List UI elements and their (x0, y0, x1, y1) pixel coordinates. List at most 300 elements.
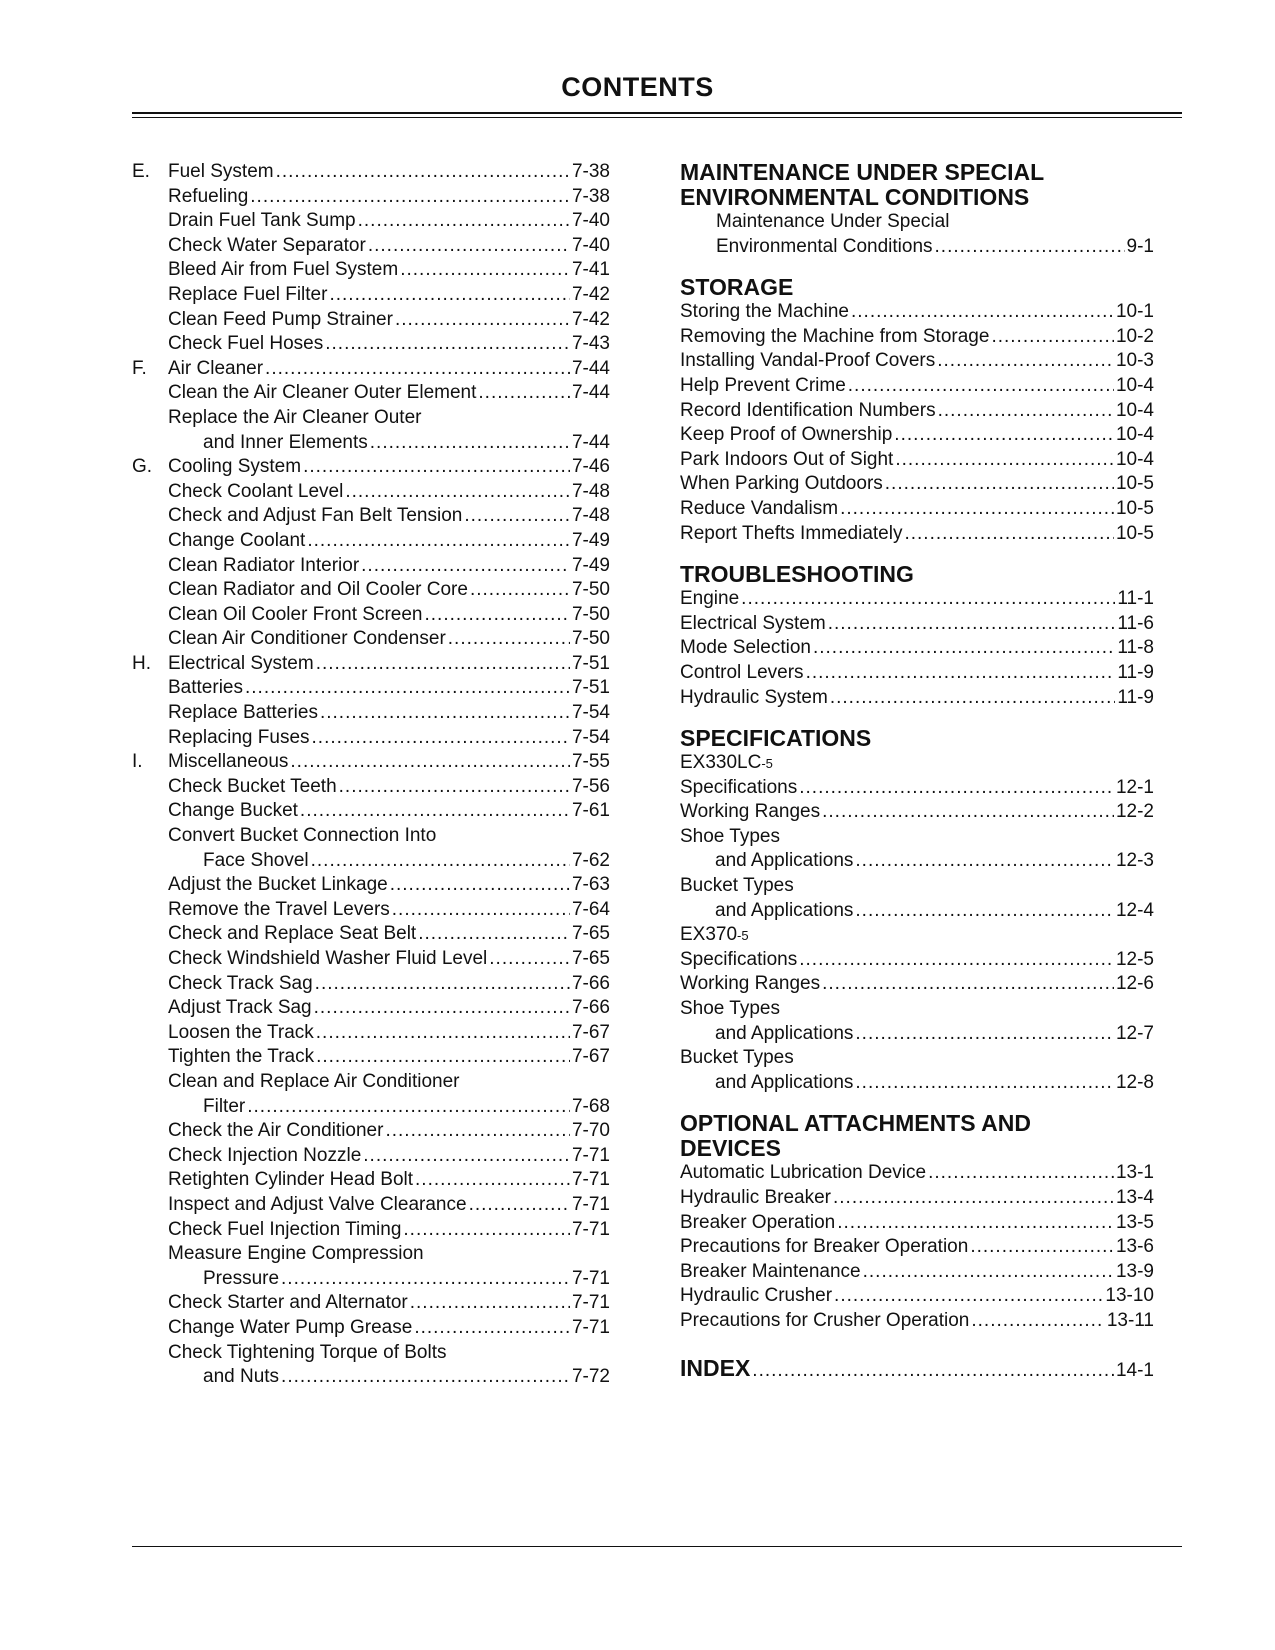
toc-entry[interactable] (680, 423, 1154, 448)
toc-page-number: 14-1 (1115, 1359, 1154, 1381)
leader-dots (855, 1071, 1114, 1096)
leader-dots (752, 1357, 1114, 1385)
leader-dots (806, 661, 1116, 686)
toc-entry[interactable] (132, 431, 610, 456)
leader-dots (822, 972, 1114, 997)
toc-page-number: 7-71 (571, 1169, 610, 1191)
toc-entry[interactable] (680, 972, 1154, 997)
toc-entry-text: Park Indoors Out of Sight (680, 448, 894, 470)
leader-dots (834, 1284, 1103, 1309)
leader-dots (855, 899, 1114, 924)
toc-entry[interactable] (680, 1161, 1154, 1186)
section-heading: OPTIONAL ATTACHMENTS AND (680, 1110, 1031, 1137)
toc-entry-text: Convert Bucket Connection Into (168, 825, 437, 847)
leader-dots (813, 636, 1115, 661)
toc-entry[interactable] (132, 332, 610, 357)
toc-page-number: 7-67 (571, 1021, 610, 1043)
toc-page-number: 7-42 (571, 283, 610, 305)
toc-entry-text: Check Bucket Teeth (168, 775, 337, 797)
leader-dots (855, 1022, 1114, 1047)
toc-entry[interactable] (132, 898, 610, 923)
toc-entry[interactable] (680, 1260, 1154, 1285)
leader-dots (928, 1161, 1114, 1186)
toc-entry-text: Check Injection Nozzle (168, 1144, 362, 1166)
leader-dots (361, 554, 570, 579)
toc-entry-text: Refueling (168, 185, 249, 207)
leader-dots (464, 504, 570, 529)
section-optional (680, 1111, 1154, 1333)
toc-entry[interactable] (132, 258, 610, 283)
toc-page-number: 11-6 (1117, 612, 1154, 634)
toc-entry-text: Breaker Operation (680, 1211, 836, 1233)
leader-dots (400, 258, 570, 283)
leader-dots (320, 701, 570, 726)
model-suffix: -5 (761, 756, 773, 772)
section-letter: H. (132, 652, 151, 674)
leader-dots (329, 283, 570, 308)
toc-entry[interactable] (132, 603, 610, 628)
toc-entry[interactable] (680, 899, 1154, 924)
toc-entry[interactable] (680, 1309, 1154, 1334)
toc-page-number: 13-10 (1105, 1285, 1154, 1307)
toc-entry[interactable] (132, 775, 610, 800)
leader-dots (991, 325, 1114, 350)
leader-dots (885, 472, 1114, 497)
toc-entry[interactable] (132, 1218, 610, 1243)
toc-page-number: 13-4 (1115, 1187, 1154, 1208)
leader-dots (315, 972, 570, 997)
toc-entry-text: Installing Vandal-Proof Covers (680, 350, 936, 372)
toc-entry[interactable] (680, 325, 1154, 350)
toc-entry[interactable] (680, 849, 1154, 874)
toc-entry[interactable] (680, 1235, 1154, 1260)
toc-page-number: 7-51 (571, 652, 610, 674)
toc-entry-text: Measure Engine Compression (168, 1243, 424, 1265)
toc-entry[interactable] (132, 1316, 610, 1341)
toc-entry[interactable] (680, 1284, 1154, 1309)
toc-entry-text: Keep Proof of Ownership (680, 424, 893, 446)
toc-page-number: 7-49 (571, 529, 610, 551)
toc-entry[interactable] (680, 825, 1154, 850)
leader-dots (828, 612, 1116, 637)
toc-page-number: 12-5 (1115, 948, 1154, 970)
toc-entry-text: Check Water Separator (168, 234, 366, 256)
toc-entry[interactable] (132, 1070, 610, 1095)
toc-page-number: 10-5 (1115, 497, 1154, 519)
toc-entry-text: and Inner Elements (203, 431, 368, 453)
toc-entry[interactable] (680, 587, 1154, 612)
toc-entry-text: Precautions for Crusher Operation (680, 1309, 970, 1331)
page-title: CONTENTS (561, 72, 714, 102)
leader-dots (822, 800, 1114, 825)
toc-entry[interactable] (680, 1186, 1154, 1211)
toc-entry-text: Remove the Travel Levers (168, 898, 390, 920)
toc-entry-text: and Applications (715, 850, 854, 872)
toc-entry-text: Filter (203, 1095, 246, 1117)
toc-entry-text: Breaker Maintenance (680, 1260, 861, 1282)
toc-page-number: 7-48 (571, 480, 610, 502)
toc-page-number: 7-70 (571, 1120, 610, 1142)
toc-entry[interactable] (680, 235, 1154, 260)
toc-entry[interactable] (132, 996, 610, 1021)
toc-page-number: 7-56 (571, 775, 610, 797)
toc-entry[interactable] (132, 726, 610, 751)
toc-entry-text: Precautions for Breaker Operation (680, 1236, 969, 1258)
toc-entry-text: Clean Radiator and Oil Cooler Core (168, 579, 468, 601)
toc-entry[interactable] (132, 357, 610, 382)
top-rule (132, 112, 1182, 114)
toc-page-number: 12-3 (1115, 850, 1154, 872)
toc-page-number: 12-8 (1115, 1071, 1154, 1093)
toc-page-number: 13-5 (1115, 1211, 1154, 1233)
toc-entry[interactable] (680, 1211, 1154, 1236)
toc-entry-index[interactable] (680, 1354, 1154, 1385)
toc-entry[interactable] (132, 972, 610, 997)
leader-dots (300, 799, 570, 824)
toc-entry-text: Fuel System (168, 161, 274, 182)
toc-page-number: 11-9 (1117, 686, 1154, 708)
right-column (680, 160, 1154, 1385)
toc-page-number: 10-4 (1115, 448, 1154, 470)
toc-entry-text: and Applications (715, 899, 854, 921)
toc-page-number: 7-38 (571, 185, 610, 207)
leader-dots (250, 185, 570, 210)
toc-entry[interactable] (132, 799, 610, 824)
toc-entry-text: Mode Selection (680, 637, 811, 659)
toc-entry-text: Clean Air Conditioner Condenser (168, 628, 446, 650)
toc-entry-text: Electrical System (680, 612, 826, 634)
section-specifications (680, 726, 1154, 1095)
toc-page-number: 12-7 (1115, 1022, 1154, 1044)
model-name: EX370 (680, 924, 738, 946)
leader-dots (855, 849, 1114, 874)
toc-entry-text: Shoe Types (680, 998, 781, 1020)
section-letter: I. (132, 751, 143, 773)
toc-entry[interactable] (680, 210, 1154, 235)
toc-page-number: 12-2 (1115, 801, 1154, 823)
toc-entry[interactable] (132, 1291, 610, 1316)
toc-entry-text: Loosen the Track (168, 1021, 314, 1043)
toc-entry[interactable] (132, 1119, 610, 1144)
leader-dots (316, 652, 570, 677)
leader-dots (395, 308, 570, 333)
toc-entry[interactable] (680, 448, 1154, 473)
model-label (680, 923, 1154, 948)
toc-page-number: 10-3 (1115, 350, 1154, 372)
toc-entry[interactable] (132, 1045, 610, 1070)
toc-page-number: 10-4 (1115, 424, 1154, 446)
leader-dots (311, 849, 570, 874)
toc-entry[interactable] (132, 1193, 610, 1218)
toc-entry-text: Check Fuel Hoses (168, 333, 324, 355)
toc-entry[interactable] (132, 185, 610, 210)
toc-entry[interactable] (680, 686, 1154, 711)
toc-entry[interactable] (680, 636, 1154, 661)
leader-dots (799, 776, 1114, 801)
section-storage (680, 275, 1154, 546)
leader-dots (281, 1365, 570, 1390)
section-heading: TROUBLESHOOTING (680, 561, 914, 588)
leader-dots (303, 455, 570, 480)
toc-entry-text: Adjust Track Sag (168, 997, 312, 1019)
toc-entry[interactable] (132, 824, 610, 849)
toc-page-number: 7-51 (571, 677, 610, 699)
toc-entry[interactable] (680, 522, 1154, 547)
toc-page-number: 10-4 (1115, 399, 1154, 421)
toc-entry[interactable] (132, 1365, 610, 1390)
toc-entry-text: Clean Oil Cooler Front Screen (168, 603, 423, 625)
leader-dots (830, 686, 1116, 711)
toc-entry-text: Replacing Fuses (168, 726, 310, 748)
toc-page-number: 13-11 (1106, 1309, 1154, 1331)
toc-entry-text: Check Starter and Alternator (168, 1292, 408, 1314)
toc-page-number: 7-71 (571, 1292, 610, 1314)
section-letter: G. (132, 456, 153, 478)
toc-entry-text: Storing the Machine (680, 301, 849, 323)
toc-entry-text: Clean the Air Cleaner Outer Element (168, 382, 477, 404)
toc-entry-text: Help Prevent Crime (680, 374, 846, 396)
toc-page-number: 7-40 (571, 234, 610, 256)
toc-page-number: 11-1 (1117, 588, 1154, 610)
toc-entry-text: Check Coolant Level (168, 480, 344, 502)
toc-entry-text: Maintenance Under Special (716, 211, 950, 232)
toc-entry[interactable] (132, 652, 610, 677)
toc-entry-text: Electrical System (168, 652, 314, 674)
toc-entry[interactable] (132, 1242, 610, 1267)
toc-entry[interactable] (680, 399, 1154, 424)
section-heading: DEVICES (680, 1135, 781, 1162)
toc-page-number: 7-42 (571, 308, 610, 330)
toc-entry-text: Record Identification Numbers (680, 399, 936, 421)
toc-entry[interactable] (132, 529, 610, 554)
leader-dots (325, 332, 570, 357)
leader-dots (425, 603, 570, 628)
toc-page-number: 7-65 (571, 923, 610, 945)
section-heading: MAINTENANCE UNDER SPECIAL (680, 159, 1045, 185)
toc-entry[interactable] (132, 1267, 610, 1292)
leader-dots (247, 1095, 570, 1120)
model-name: EX330LC (680, 752, 762, 774)
toc-page-number: 7-61 (571, 800, 610, 822)
toc-page-number: 13-6 (1115, 1236, 1154, 1258)
toc-entry[interactable] (132, 406, 610, 431)
toc-page-number: 7-71 (571, 1218, 610, 1240)
toc-page-number: 13-1 (1115, 1162, 1154, 1184)
toc-entry[interactable] (132, 1341, 610, 1366)
toc-entry[interactable] (132, 209, 610, 234)
leader-dots (904, 522, 1114, 547)
leader-dots (339, 775, 570, 800)
toc-page-number: 7-50 (571, 579, 610, 601)
toc-entry-text: Check the Air Conditioner (168, 1120, 384, 1142)
toc-page-number: 7-67 (571, 1046, 610, 1068)
leader-dots (392, 898, 570, 923)
leader-dots (840, 497, 1114, 522)
leader-dots (281, 1267, 570, 1292)
toc-page-number: 12-4 (1115, 899, 1154, 921)
leader-dots (937, 349, 1114, 374)
leader-dots (410, 1291, 570, 1316)
toc-page-number: 10-5 (1115, 473, 1154, 495)
leader-dots (895, 448, 1114, 473)
section-heading: STORAGE (680, 274, 794, 301)
toc-entry-text: Clean Radiator Interior (168, 554, 360, 576)
toc-entry-text: Miscellaneous (168, 751, 289, 773)
toc-entry[interactable] (132, 1021, 610, 1046)
toc-page-number: 7-66 (571, 972, 610, 994)
toc-entry[interactable] (680, 948, 1154, 973)
toc-entry[interactable] (680, 661, 1154, 686)
leader-dots (935, 235, 1125, 260)
toc-entry[interactable] (680, 1046, 1154, 1071)
toc-entry-text: and Applications (715, 1022, 854, 1044)
toc-page-number: 7-41 (571, 259, 610, 281)
toc-entry[interactable] (132, 701, 610, 726)
toc-entry[interactable] (680, 874, 1154, 899)
toc-entry-text: Working Ranges (680, 801, 821, 823)
toc-page-number: 7-44 (571, 357, 610, 379)
leader-dots (971, 1309, 1104, 1334)
toc-entry-text: Replace Batteries (168, 702, 318, 724)
leader-dots (316, 1021, 570, 1046)
toc-entry[interactable] (132, 283, 610, 308)
leader-dots (265, 357, 570, 382)
toc-page-number: 7-54 (571, 702, 610, 724)
leader-dots (799, 948, 1114, 973)
toc-entry-text: Check Track Sag (168, 972, 313, 994)
toc-entry[interactable] (132, 554, 610, 579)
leader-dots (837, 1211, 1114, 1236)
toc-entry[interactable] (680, 472, 1154, 497)
toc-entry[interactable] (132, 1144, 610, 1169)
toc-page-number: 12-6 (1115, 973, 1154, 995)
toc-entry[interactable] (680, 612, 1154, 637)
toc-entry[interactable] (132, 676, 610, 701)
toc-entry-text: When Parking Outdoors (680, 473, 883, 495)
toc-entry[interactable] (680, 1071, 1154, 1096)
toc-page-number: 12-1 (1115, 776, 1154, 798)
toc-entry-text: Pressure (203, 1267, 280, 1289)
toc-entry-text: Cooling System (168, 456, 302, 478)
toc-page-number: 7-44 (571, 382, 610, 404)
left-column (132, 160, 610, 1390)
toc-page-number: 7-71 (571, 1267, 610, 1289)
toc-entry-text: Shoe Types (680, 825, 781, 847)
section-letter: F. (132, 357, 147, 379)
leader-dots (470, 578, 570, 603)
toc-entry-text: Engine (680, 588, 740, 610)
top-rule-thin (132, 117, 1182, 118)
toc-entry[interactable] (132, 849, 610, 874)
toc-page-number: 7-64 (571, 898, 610, 920)
toc-entry-text: Check and Adjust Fan Belt Tension (168, 505, 463, 527)
toc-entry-text: Check Windshield Washer Fluid Level (168, 948, 488, 969)
toc-entry-text: and Nuts (203, 1366, 280, 1388)
toc-entry[interactable] (680, 497, 1154, 522)
toc-page-number: 7-43 (571, 333, 610, 355)
leader-dots (414, 1316, 570, 1341)
toc-page-number: 7-65 (571, 948, 610, 969)
toc-entry[interactable] (132, 1168, 610, 1193)
toc-entry-text: Working Ranges (680, 973, 821, 995)
toc-page-number: 7-68 (571, 1095, 610, 1117)
toc-entry-text: Replace Fuel Filter (168, 283, 328, 305)
toc-page-number: 7-55 (571, 751, 610, 773)
section-maintenance (680, 160, 1154, 259)
toc-entry[interactable] (680, 300, 1154, 325)
toc-entry[interactable] (132, 627, 610, 652)
toc-entry[interactable] (680, 776, 1154, 801)
toc-entry[interactable] (132, 480, 610, 505)
section-heading: INDEX (680, 1354, 751, 1381)
section-heading: ENVIRONMENTAL CONDITIONS (680, 184, 1030, 210)
toc-entry[interactable] (132, 160, 610, 185)
section-heading: SPECIFICATIONS (680, 725, 872, 752)
toc-entry[interactable] (680, 997, 1154, 1022)
toc-entry-text: Tighten the Track (168, 1046, 315, 1068)
toc-entry[interactable] (680, 1022, 1154, 1047)
leader-dots (314, 996, 570, 1021)
toc-entry-text: Adjust the Bucket Linkage (168, 874, 388, 896)
leader-dots (894, 423, 1114, 448)
leader-dots (245, 676, 570, 701)
toc-entry-text: Report Thefts Immediately (680, 522, 903, 544)
toc-entry[interactable] (132, 234, 610, 259)
toc-page-number: 7-63 (571, 874, 610, 896)
toc-page-number: 10-4 (1115, 374, 1154, 396)
toc-entry[interactable] (132, 455, 610, 480)
toc-page-number: 7-62 (571, 849, 610, 871)
leader-dots (970, 1235, 1114, 1260)
leader-dots (469, 1193, 570, 1218)
bottom-rule (132, 1546, 1182, 1547)
toc-page-number: 10-2 (1115, 325, 1154, 347)
toc-entry[interactable] (132, 504, 610, 529)
toc-entry[interactable] (132, 750, 610, 775)
toc-entry-text: Check Fuel Injection Timing (168, 1218, 402, 1240)
toc-page-number: 7-38 (571, 161, 610, 182)
leader-dots (448, 627, 570, 652)
toc-page-number: 7-50 (571, 603, 610, 625)
leader-dots (478, 381, 570, 406)
toc-entry[interactable] (680, 349, 1154, 374)
leader-dots (370, 431, 570, 456)
toc-entry[interactable] (132, 947, 610, 972)
toc-entry[interactable] (132, 1095, 610, 1120)
leader-dots (316, 1045, 570, 1070)
toc-entry-text: Change Coolant (168, 529, 306, 551)
toc-entry-text: Retighten Cylinder Head Bolt (168, 1169, 414, 1191)
toc-page-number: 7-72 (571, 1366, 610, 1388)
section-letter: E. (132, 161, 150, 182)
toc-entry-text: Inspect and Adjust Valve Clearance (168, 1193, 467, 1215)
toc-page-number: 7-49 (571, 554, 610, 576)
toc-entry[interactable] (132, 578, 610, 603)
toc-entry[interactable] (680, 374, 1154, 399)
toc-entry[interactable] (132, 381, 610, 406)
toc-entry-text: Bucket Types (680, 875, 794, 897)
toc-entry[interactable] (680, 800, 1154, 825)
toc-entry-text: Check Tightening Torque of Bolts (168, 1341, 447, 1363)
toc-entry-text: Hydraulic Breaker (680, 1187, 831, 1208)
toc-page-number: 7-50 (571, 628, 610, 650)
leader-dots (390, 873, 570, 898)
toc-entry[interactable] (132, 873, 610, 898)
toc-entry[interactable] (132, 308, 610, 333)
toc-entry[interactable] (132, 922, 610, 947)
leader-dots (363, 1144, 570, 1169)
leader-dots (418, 922, 570, 947)
